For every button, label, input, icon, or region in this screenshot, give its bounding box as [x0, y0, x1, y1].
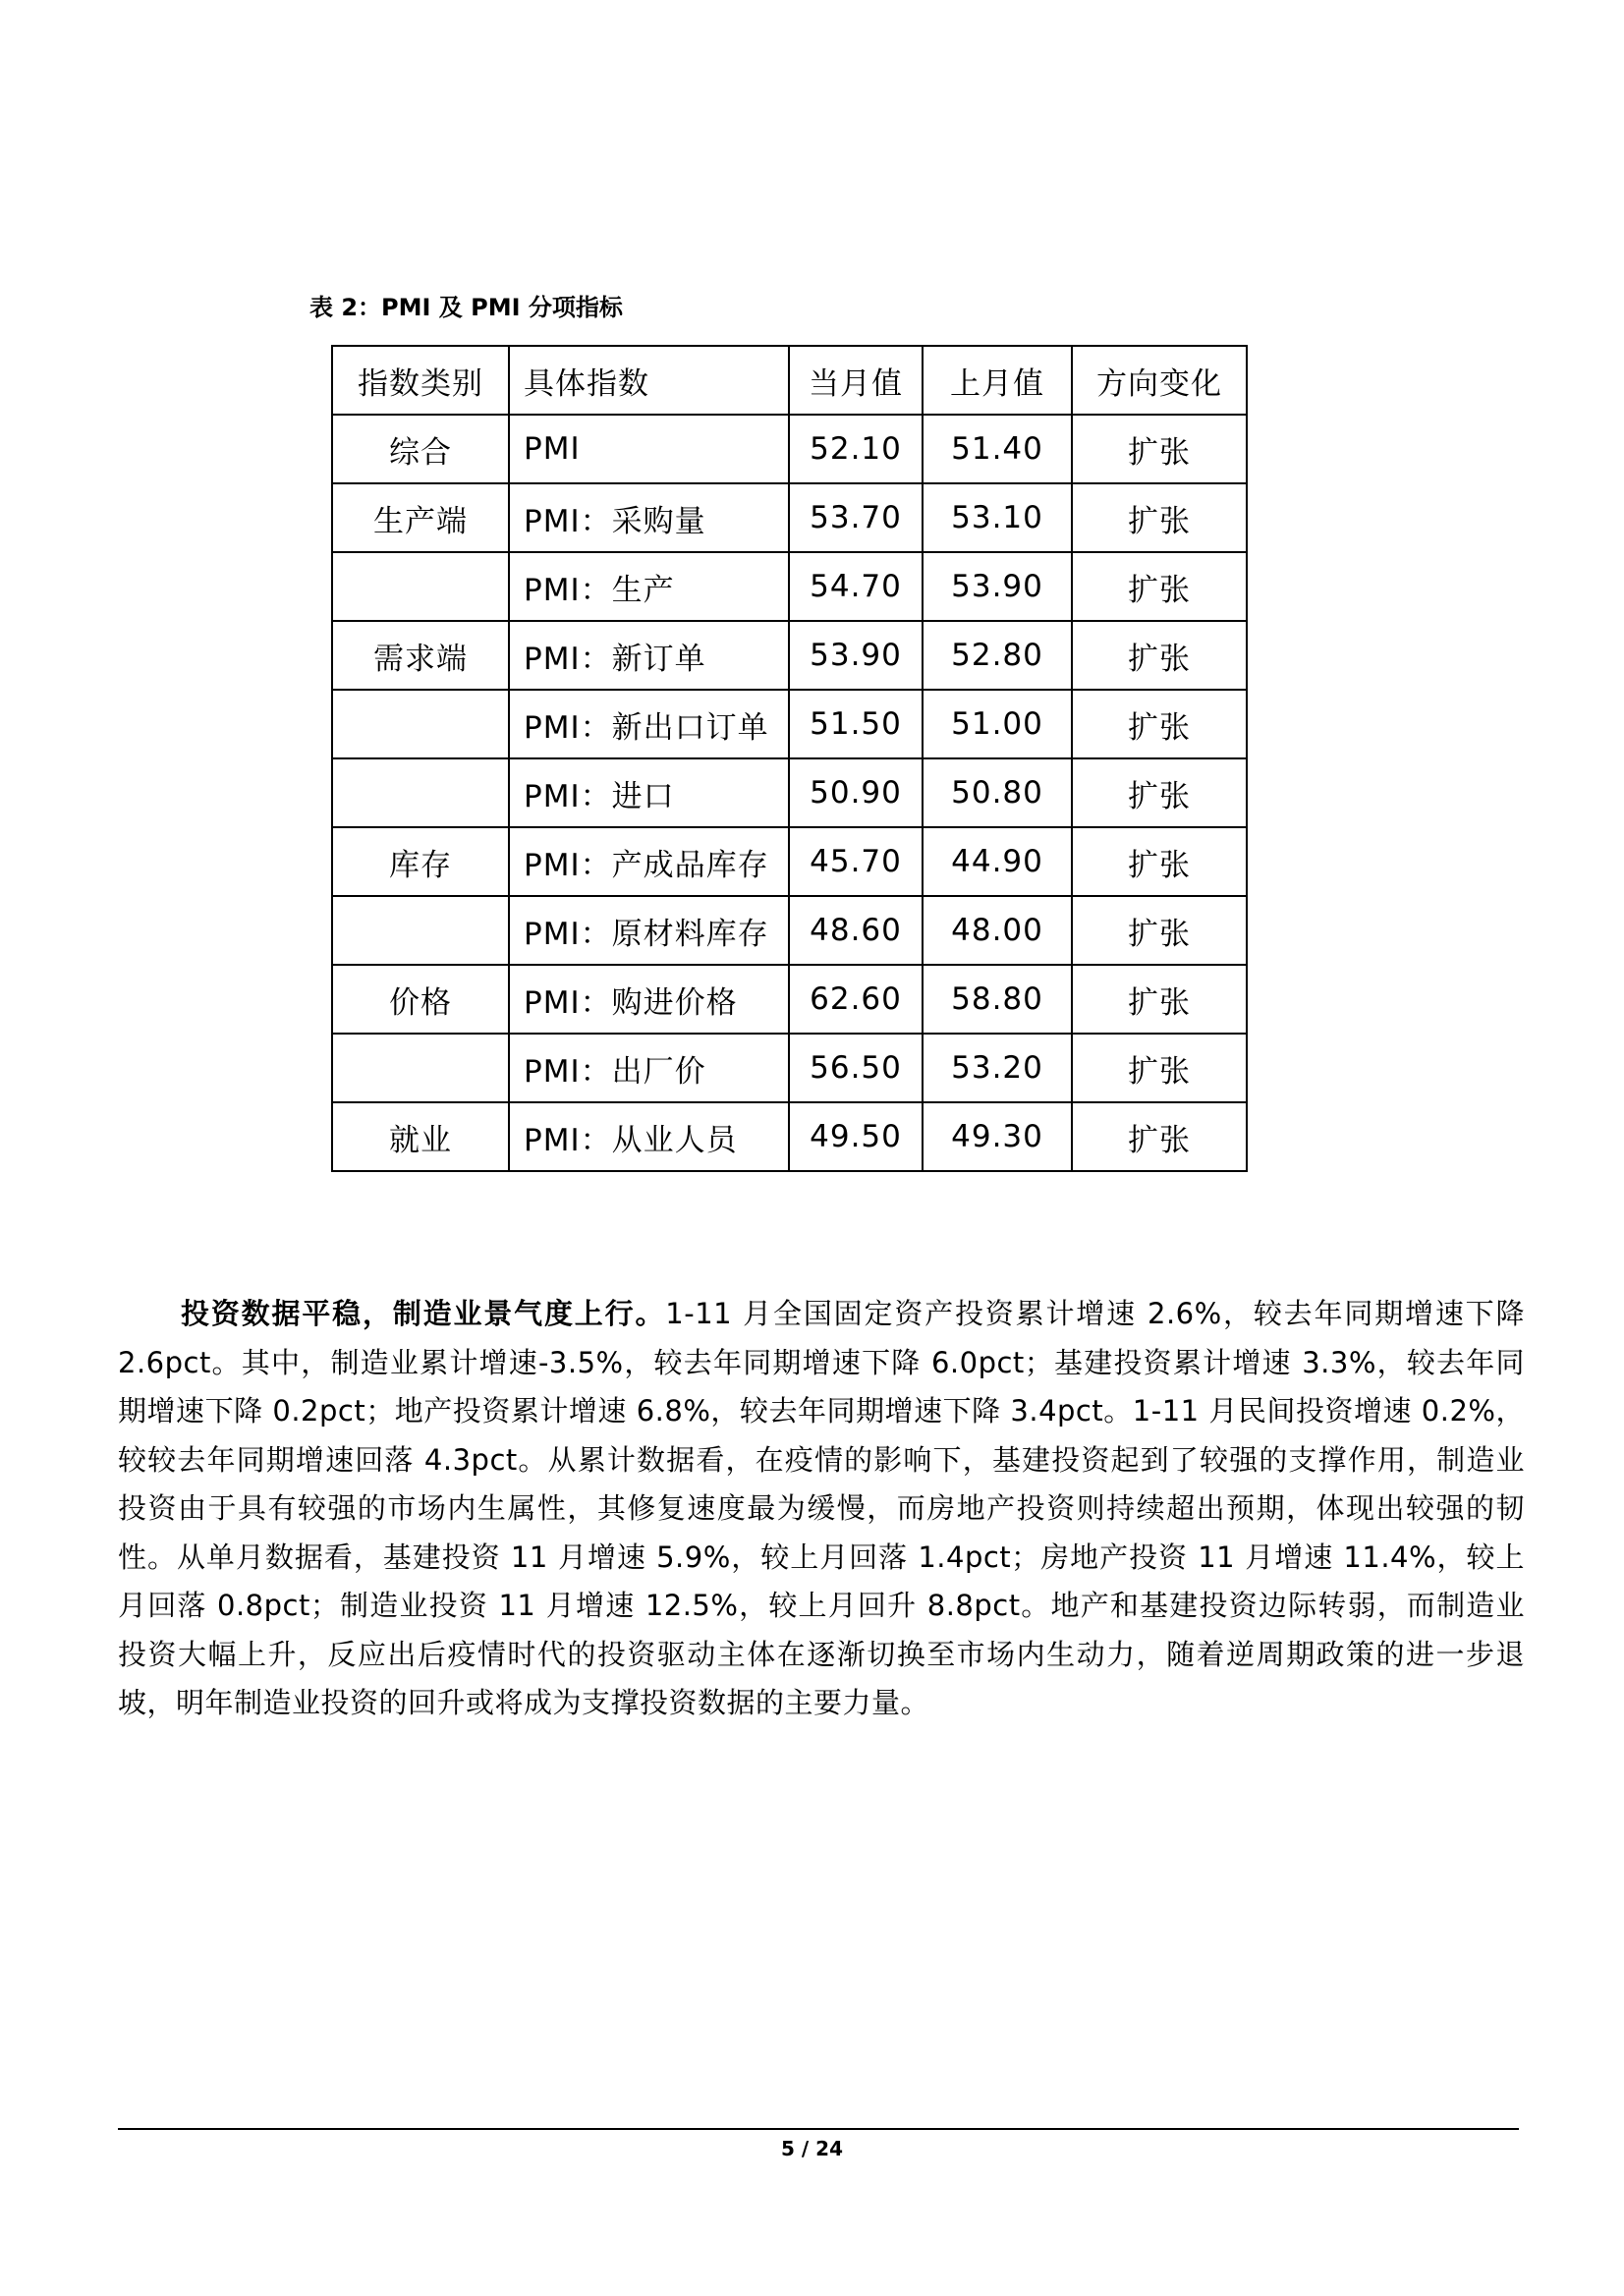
cell-index: PMI：新订单: [509, 621, 789, 690]
column-header-category: 指数类别: [332, 346, 509, 415]
cell-category: 库存: [332, 827, 509, 896]
table-row: [332, 896, 1247, 965]
table-row: [332, 1102, 1247, 1171]
cell-category: [332, 1034, 509, 1102]
cell-category: 就业: [332, 1102, 509, 1171]
table-row: [332, 621, 1247, 690]
cell-category: [332, 552, 509, 621]
cell-previous: 44.90: [923, 827, 1072, 896]
cell-previous: 53.90: [923, 552, 1072, 621]
pmi-table-body: [332, 415, 1247, 1171]
cell-index: PMI：进口: [509, 758, 789, 827]
pmi-table-head: [332, 346, 1247, 415]
cell-current: 53.90: [789, 621, 923, 690]
cell-current: 50.90: [789, 758, 923, 827]
cell-category: 生产端: [332, 483, 509, 552]
table-header-row: [332, 346, 1247, 415]
footer-divider: [118, 2128, 1519, 2130]
cell-index: PMI：新出口订单: [509, 690, 789, 758]
cell-previous: 49.30: [923, 1102, 1072, 1171]
cell-current: 51.50: [789, 690, 923, 758]
cell-category: 价格: [332, 965, 509, 1034]
cell-direction: 扩张: [1072, 552, 1247, 621]
cell-index: PMI：从业人员: [509, 1102, 789, 1171]
cell-previous: 48.00: [923, 896, 1072, 965]
cell-index: PMI：购进价格: [509, 965, 789, 1034]
cell-category: [332, 896, 509, 965]
cell-current: 49.50: [789, 1102, 923, 1171]
cell-direction: 扩张: [1072, 827, 1247, 896]
cell-current: 48.60: [789, 896, 923, 965]
cell-previous: 50.80: [923, 758, 1072, 827]
cell-current: 45.70: [789, 827, 923, 896]
table-row: [332, 552, 1247, 621]
column-header-index: 具体指数: [509, 346, 789, 415]
cell-current: 62.60: [789, 965, 923, 1034]
cell-direction: 扩张: [1072, 896, 1247, 965]
cell-current: 53.70: [789, 483, 923, 552]
cell-index: PMI：原材料库存: [509, 896, 789, 965]
cell-direction: 扩张: [1072, 1034, 1247, 1102]
cell-direction: 扩张: [1072, 415, 1247, 483]
table-row: [332, 758, 1247, 827]
paragraph-text: 1-11 月全国固定资产投资累计增速 2.6%，较去年同期增速下降 2.6pct。其中，制造业累计增速-3.5%，较去年同期增速下降 6.0pct；基建投资累计增速 3.3%，较去年同期增速下降 0.2pct；地产投资累计增速 6.8%，较去年同期增速下降 3.4pct。1-11 月民间投资增速 0.2%，较较去年同期增速回落 4.3pct。从累计数据看，在疫情的影响下，基建投资起到了较强的支撑作用，制造业投资由于具有较强的市场内生属性，其修复速度最为缓慢，而房地产投资则持续超出预期，体现出较强的韧性。从单月数据看，基建投资 11 月增速 5.9%，较上月回落 1.4pct；房地产投资 11 月增速 11.4%，较上月回落 0.8pct；制造业投资 11 月增速 12.5%，较上月回升 8.8pct。地产和基建投资边际转弱，而制造业投资大幅上升，反应出后疫情时代的投资驱动主体在逐渐切换至市场内生动力，随着逆周期政策的进一步退坡，明年制造业投资的回升或将成为支撑投资数据的主要力量。: [118, 1297, 1525, 1719]
cell-index: PMI：生产: [509, 552, 789, 621]
table-row: [332, 690, 1247, 758]
cell-direction: 扩张: [1072, 483, 1247, 552]
cell-current: 54.70: [789, 552, 923, 621]
cell-direction: 扩张: [1072, 1102, 1247, 1171]
cell-previous: 51.40: [923, 415, 1072, 483]
cell-previous: 51.00: [923, 690, 1072, 758]
cell-index: PMI：采购量: [509, 483, 789, 552]
cell-direction: 扩张: [1072, 758, 1247, 827]
cell-previous: 53.10: [923, 483, 1072, 552]
cell-current: 52.10: [789, 415, 923, 483]
cell-category: [332, 690, 509, 758]
column-header-previous: 上月值: [923, 346, 1072, 415]
table-row: [332, 483, 1247, 552]
table-row: [332, 415, 1247, 483]
column-header-direction: 方向变化: [1072, 346, 1247, 415]
table-row: [332, 965, 1247, 1034]
table-row: [332, 1034, 1247, 1102]
table-row: [332, 827, 1247, 896]
cell-category: 需求端: [332, 621, 509, 690]
pmi-table: [331, 345, 1248, 1172]
cell-index: PMI：产成品库存: [509, 827, 789, 896]
investment-paragraph: [118, 1290, 1525, 1728]
cell-category: 综合: [332, 415, 509, 483]
cell-index: PMI: [509, 415, 789, 483]
column-header-current: 当月值: [789, 346, 923, 415]
cell-previous: 52.80: [923, 621, 1072, 690]
cell-index: PMI：出厂价: [509, 1034, 789, 1102]
cell-previous: 53.20: [923, 1034, 1072, 1102]
table-caption: 表 2：PMI 及 PMI 分项指标: [309, 294, 623, 321]
cell-current: 56.50: [789, 1034, 923, 1102]
cell-category: [332, 758, 509, 827]
paragraph-lead: 投资数据平稳，制造业景气度上行。: [181, 1297, 666, 1330]
cell-direction: 扩张: [1072, 690, 1247, 758]
cell-previous: 58.80: [923, 965, 1072, 1034]
page-number: 5 / 24: [781, 2137, 843, 2160]
cell-direction: 扩张: [1072, 621, 1247, 690]
cell-direction: 扩张: [1072, 965, 1247, 1034]
